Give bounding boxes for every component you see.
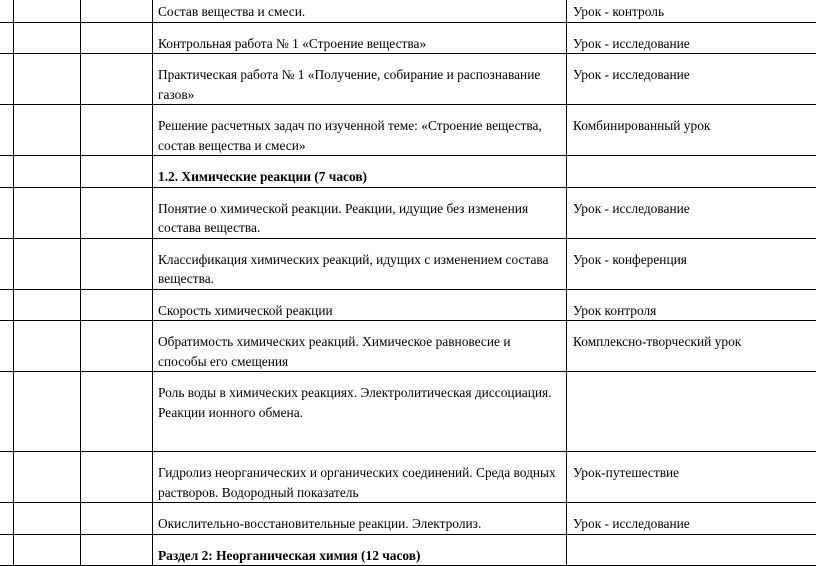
table-row [0,289,816,321]
row-number-cell [0,0,14,22]
planned-date-cell [14,187,81,238]
actual-date-cell [81,321,153,372]
row-number-cell [0,321,14,372]
planned-date-cell [14,54,81,105]
section-header-row [0,534,816,566]
row-number-cell [0,289,14,321]
actual-date-cell [81,187,153,238]
actual-date-cell [81,534,153,566]
lesson-type-cell [567,156,816,188]
lesson-type-cell: Урок - исследование [567,503,816,535]
lesson-topic-cell: Роль воды в химических реакциях. Электролитическая диссоциация. Реакции ионного обмена. [153,372,567,452]
lesson-type-cell: Урок контроля [567,289,816,321]
row-number-cell [0,452,14,503]
lesson-type-cell: Урок - исследование [567,22,816,54]
table-row [0,187,816,238]
table-row [0,105,816,156]
table-row [0,372,816,452]
lesson-type-cell: Урок - исследование [567,187,816,238]
table-row [0,22,816,54]
lesson-topic-cell: Практическая работа № 1 «Получение, собирание и распознавание газов» [153,54,567,105]
actual-date-cell [81,156,153,188]
planned-date-cell [14,452,81,503]
lesson-type-cell [567,534,816,566]
lesson-topic-cell: Контрольная работа № 1 «Строение вещества» [153,22,567,54]
section-title: 1.2. Химические реакции (7 часов) [153,156,567,188]
planned-date-cell [14,503,81,535]
actual-date-cell [81,22,153,54]
planned-date-cell [14,238,81,289]
planned-date-cell [14,321,81,372]
planned-date-cell [14,156,81,188]
lesson-topic-cell: Обратимость химических реакций. Химическое равновесие и способы его смещения [153,321,567,372]
section-title: Раздел 2: Неорганическая химия (12 часов) [153,534,567,566]
actual-date-cell [81,54,153,105]
row-number-cell [0,187,14,238]
table-row [0,503,816,535]
lesson-topic-cell: Классификация химических реакций, идущих с изменением состава вещества. [153,238,567,289]
row-number-cell [0,105,14,156]
actual-date-cell [81,503,153,535]
lesson-topic-cell: Состав вещества и смеси. [153,0,567,22]
lesson-type-cell: Урок - исследование [567,54,816,105]
actual-date-cell [81,105,153,156]
actual-date-cell [81,0,153,22]
lesson-topic-cell: Скорость химической реакции [153,289,567,321]
lesson-topic-cell: Гидролиз неорганических и органических соединений. Среда водных растворов. Водородный показатель [153,452,567,503]
table-row [0,54,816,105]
lesson-type-cell [567,372,816,452]
table-row [0,238,816,289]
planned-date-cell [14,22,81,54]
lesson-type-cell: Урок - конференция [567,238,816,289]
actual-date-cell [81,372,153,452]
lesson-type-cell: Комбинированный урок [567,105,816,156]
lesson-type-cell: Комплексно-творческий урок [567,321,816,372]
lesson-type-cell: Урок-путешествие [567,452,816,503]
row-number-cell [0,156,14,188]
row-number-cell [0,238,14,289]
lesson-topic-cell: Решение расчетных задач по изученной теме: «Строение вещества, состав вещества и смеси» [153,105,567,156]
row-number-cell [0,22,14,54]
actual-date-cell [81,238,153,289]
planned-date-cell [14,105,81,156]
planned-date-cell [14,372,81,452]
planned-date-cell [14,0,81,22]
actual-date-cell [81,289,153,321]
row-number-cell [0,372,14,452]
table-row [0,452,816,503]
lesson-type-cell: Урок - контроль [567,0,816,22]
section-header-row [0,156,816,188]
table-row [0,0,816,22]
table-row [0,321,816,372]
lesson-topic-cell: Окислительно-восстановительные реакции. Электролиз. [153,503,567,535]
row-number-cell [0,503,14,535]
lesson-topic-cell: Понятие о химической реакции. Реакции, идущие без изменения состава вещества. [153,187,567,238]
row-number-cell [0,54,14,105]
planned-date-cell [14,534,81,566]
planned-date-cell [14,289,81,321]
actual-date-cell [81,452,153,503]
row-number-cell [0,534,14,566]
